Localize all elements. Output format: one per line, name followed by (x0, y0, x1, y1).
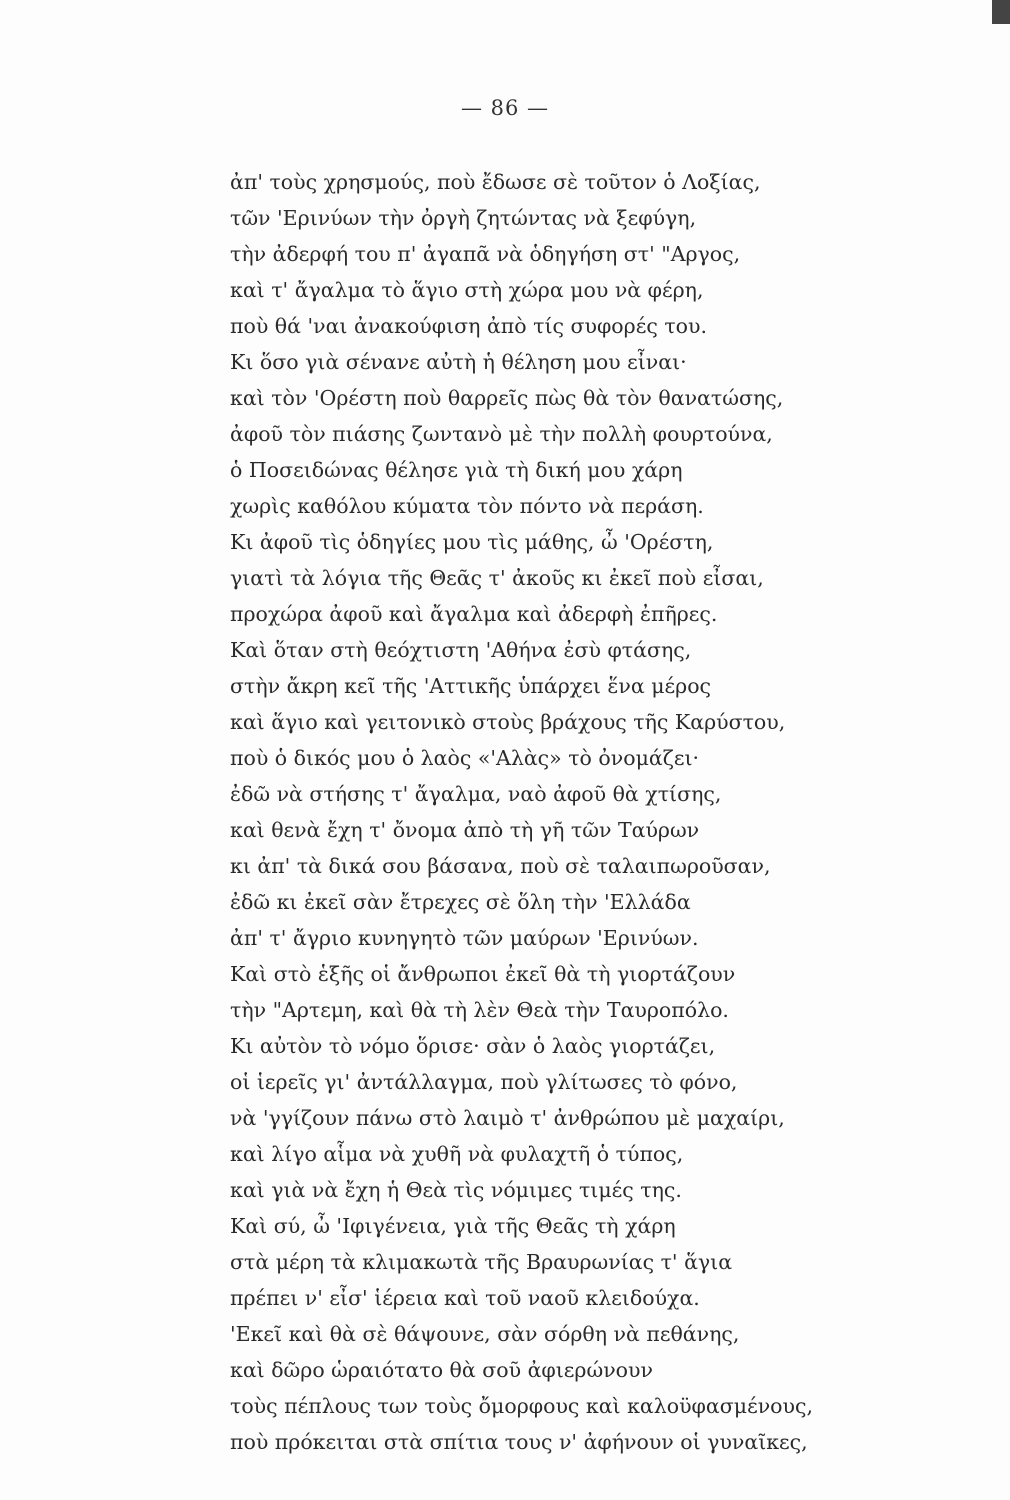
poem-line: καὶ τὸν 'Ορέστη ποὺ θαρρεῖς πὼς θὰ τὸν θανατώσης, (230, 386, 784, 410)
poem-line: ὁ Ποσειδώνας θέλησε γιὰ τὴ δική μου χάρη (230, 458, 683, 482)
poem-line: Κι αὐτὸν τὸ νόμο ὅρισε· σὰν ὁ λαὸς γιορτάζει, (230, 1034, 716, 1058)
poem-line: ποὺ πρόκειται στὰ σπίτια τους ν' ἀφήνουν οἱ γυναῖκες, (230, 1430, 808, 1454)
poem-line: τὴν "Αρτεμη, καὶ θὰ τὴ λὲν Θεὰ τὴν Ταυροπόλο. (230, 998, 729, 1022)
poem-line: ἐδῶ κι ἐκεῖ σὰν ἔτρεχες σὲ ὅλη τὴν 'Ελλάδα (230, 890, 691, 914)
poem-line: Κι ὅσο γιὰ σένανε αὐτὴ ἡ θέληση μου εἶναι· (230, 350, 687, 374)
poem-line: Καὶ ὅταν στὴ θεόχτιστη 'Αθήνα ἐσὺ φτάσης, (230, 638, 692, 662)
poem-line: τῶν 'Ερινύων τὴν ὀργὴ ζητώντας νὰ ξεφύγη, (230, 206, 697, 230)
poem-line: τὴν ἀδερφή του π' ἀγαπᾶ νὰ ὁδηγήση στ' "Αργος, (230, 242, 741, 266)
poem-line: Κι ἀφοῦ τὶς ὁδηγίες μου τὶς μάθης, ὦ 'Ορέστη, (230, 530, 714, 554)
scan-edge-mark (992, 0, 1010, 24)
poem-line: χωρὶς καθόλου κύματα τὸν πόντο νὰ περάση. (230, 494, 704, 518)
poem-line: κι ἀπ' τὰ δικά σου βάσανα, ποὺ σὲ ταλαιπωροῦσαν, (230, 854, 771, 878)
poem-line: ποὺ ὁ δικός μου ὁ λαὸς «'Αλὰς» τὸ ὀνομάζει· (230, 746, 700, 770)
poem-line: Καὶ σύ, ὦ 'Ιφιγένεια, γιὰ τῆς Θεᾶς τὴ χάρη (230, 1214, 676, 1238)
poem-line: ποὺ θά 'ναι ἀνακούφιση ἀπὸ τίς συφορές του. (230, 314, 707, 338)
poem-line: γιατὶ τὰ λόγια τῆς Θεᾶς τ' ἀκοῦς κι ἐκεῖ ποὺ εἶσαι, (230, 566, 764, 590)
poem-line: ἀπ' τ' ἄγριο κυνηγητὸ τῶν μαύρων 'Ερινύων. (230, 926, 699, 950)
poem-line: καὶ ἅγιο καὶ γειτονικὸ στοὺς βράχους τῆς Καρύστου, (230, 710, 786, 734)
poem-line: νὰ 'γγίζουν πάνω στὸ λαιμὸ τ' ἀνθρώπου μὲ μαχαίρι, (230, 1106, 785, 1130)
page-number: — 86 — (460, 96, 550, 120)
poem-line: ἀπ' τοὺς χρησμούς, ποὺ ἔδωσε σὲ τοῦτον ὁ Λοξίας, (230, 170, 761, 194)
poem-line: καὶ λίγο αἷμα νὰ χυθῆ νὰ φυλαχτῆ ὁ τύπος, (230, 1142, 684, 1166)
poem-line: στὴν ἄκρη κεῖ τῆς 'Αττικῆς ὑπάρχει ἕνα μέρος (230, 674, 712, 698)
poem-line: οἱ ἱερεῖς γι' ἀντάλλαγμα, ποὺ γλίτωσες τὸ φόνο, (230, 1070, 738, 1094)
poem-line: τοὺς πέπλους των τοὺς ὄμορφους καὶ καλοϋφασμένους, (230, 1394, 813, 1418)
poem-line: καὶ δῶρο ὡραιότατο θὰ σοῦ ἀφιερώνουν (230, 1358, 653, 1382)
poem-line: καὶ τ' ἄγαλμα τὸ ἅγιο στὴ χώρα μου νὰ φέρη, (230, 278, 704, 302)
poem-line: ἐδῶ νὰ στήσης τ' ἄγαλμα, ναὸ ἀφοῦ θὰ χτίσης, (230, 782, 722, 806)
poem-line: ἀφοῦ τὸν πιάσης ζωντανὸ μὲ τὴν πολλὴ φουρτούνα, (230, 422, 773, 446)
poem-text (230, 164, 870, 1460)
poem-line: 'Εκεῖ καὶ θὰ σὲ θάψουνε, σὰν σόρθη νὰ πεθάνης, (230, 1322, 740, 1346)
poem-line: στὰ μέρη τὰ κλιμακωτὰ τῆς Βραυρωνίας τ' ἅγια (230, 1250, 733, 1274)
poem-line: πρέπει ν' εἶσ' ἱέρεια καὶ τοῦ ναοῦ κλειδούχα. (230, 1286, 700, 1310)
poem-line: Καὶ στὸ ἑξῆς οἱ ἄνθρωποι ἐκεῖ θὰ τὴ γιορτάζουν (230, 962, 736, 986)
poem-line: καὶ γιὰ νὰ ἔχη ἡ Θεὰ τὶς νόμιμες τιμές της. (230, 1178, 682, 1202)
poem-line: καὶ θενὰ ἔχη τ' ὄνομα ἀπὸ τὴ γῆ τῶν Ταύρων (230, 818, 700, 842)
poem-line: προχώρα ἀφοῦ καὶ ἄγαλμα καὶ ἀδερφὴ ἐπῆρες. (230, 602, 718, 626)
